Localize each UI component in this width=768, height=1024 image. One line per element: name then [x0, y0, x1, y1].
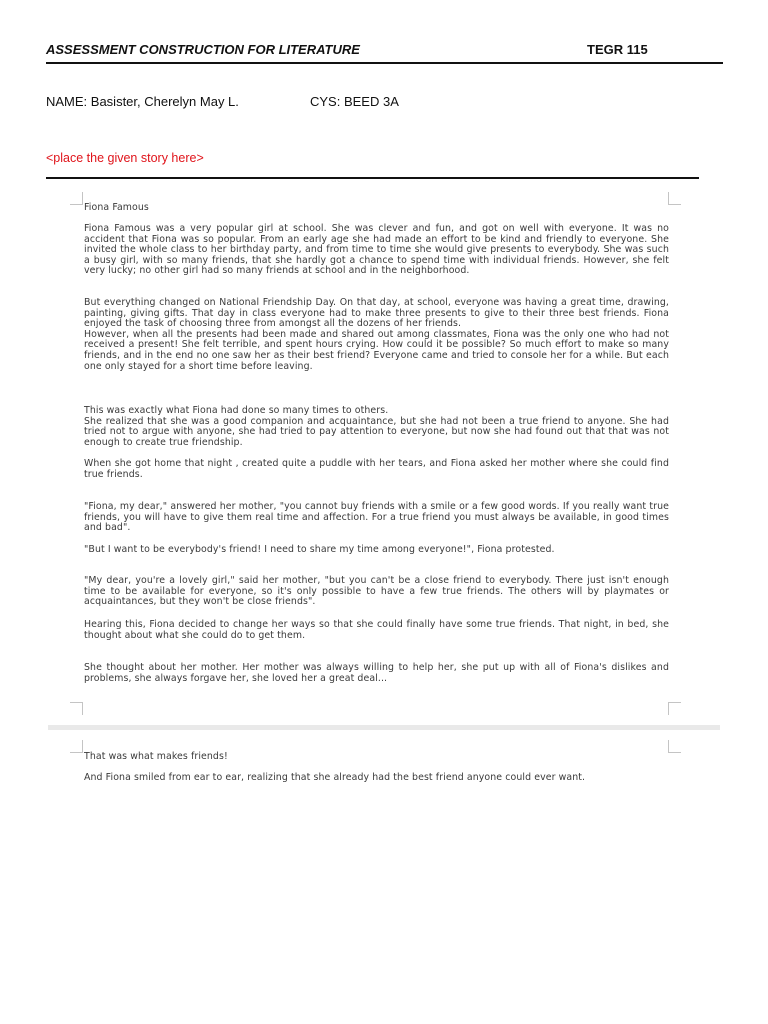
crop-mark-icon — [70, 740, 83, 753]
story-paragraph — [84, 576, 669, 608]
student-name: NAME: Basister, Cherelyn May L. — [46, 94, 239, 109]
paragraph-text: "But I want to be everybody's friend! I need to share my time among everyone!", Fiona protested. — [84, 544, 555, 555]
paragraph-text: When she got home that night , created quite a puddle with her tears, and Fiona asked her mother where she could find true friends. — [84, 458, 669, 480]
page-break-separator — [48, 725, 720, 730]
course-title: ASSESSMENT CONSTRUCTION FOR LITERATURE — [46, 42, 360, 57]
paragraph-text: However, when all the presents had been made and shared out among classmates, Fiona was the only one who had not received a present! She felt terrible, and spent hours crying. How could it be possible? So much effort to make so many friends, and in the end no one saw her as their best friend? Everyone came and tried to console her for a while. But each one only stayed for a short time before leaving. — [84, 328, 669, 372]
story-paragraph — [84, 406, 669, 448]
story-paragraph — [84, 752, 669, 763]
crop-mark-icon — [668, 702, 681, 715]
story-paragraph — [84, 459, 669, 480]
story-paragraph — [84, 620, 669, 641]
divider-line — [46, 177, 699, 179]
student-cys: CYS: BEED 3A — [310, 94, 399, 109]
story-paragraph — [84, 663, 669, 684]
crop-mark-icon — [668, 192, 681, 205]
paragraph-text: She thought about her mother. Her mother was always willing to help her, she put up with all of Fiona's dislikes and problems, she always forgave her, she loved her a great deal... — [84, 662, 669, 684]
paragraph-text: "Fiona, my dear," answered her mother, "you cannot buy friends with a smile or a few good words. If you really want true friends, you will have to give them real time and affection. For a true friend you must always be available, in good times and bad". — [84, 501, 669, 534]
story-paragraph — [84, 773, 669, 784]
story-paragraph — [84, 224, 669, 277]
story-paragraph — [84, 298, 669, 372]
course-code: TEGR 115 — [587, 42, 648, 57]
paragraph-text: And Fiona smiled from ear to ear, realizing that she already had the best friend anyone could ever want. — [84, 772, 586, 783]
paragraph-text: But everything changed on National Friendship Day. On that day, at school, everyone was having a great time, drawing, painting, giving gifts. That day in class everyone had to make three presents to give to their three best friends. Fiona enjoyed the task of choosing three from amongst all the dozens of her friends. — [84, 297, 669, 330]
document-header — [46, 42, 723, 64]
story-paragraph — [84, 502, 669, 534]
story-title: Fiona Famous — [84, 202, 149, 213]
instruction-placeholder: <place the given story here> — [46, 151, 204, 165]
crop-mark-icon — [70, 702, 83, 715]
paragraph-text: She realized that she was a good companion and acquaintance, but she had not been a true friend to anyone. She had tried not to argue with anyone, she had tried to pay attention to everyone, but now she had found out that that was not enough to create true friendship. — [84, 415, 669, 448]
paragraph-text: "My dear, you're a lovely girl," said her mother, "but you can't be a close friend to everybody. There just isn't enough time to be available for everyone, so it's only possible to have a few true friends. The others will by playmates or acquaintances, but they won't be close friends". — [84, 575, 669, 608]
crop-mark-icon — [668, 740, 681, 753]
crop-mark-icon — [70, 192, 83, 205]
paragraph-text: Hearing this, Fiona decided to change her ways so that she could finally have some true friends. That night, in bed, she thought about what she could do to get them. — [84, 619, 669, 641]
paragraph-text: That was what makes friends! — [84, 751, 228, 762]
paragraph-text: This was exactly what Fiona had done so many times to others. — [84, 405, 389, 416]
story-paragraph — [84, 545, 669, 556]
paragraph-text: Fiona Famous was a very popular girl at school. She was clever and fun, and got on well with everyone. It was no accident that Fiona was so popular. From an early age she had made an effort to be kind and friendly to everyone. She invited the whole class to her birthday party, and from time to time she would give presents to everybody. She was such a busy girl, with so many friends, that she hardly got a chance to spend time with individual friends. However, she felt very lucky; no other girl had so many friends at school and in the neighborhood. — [84, 223, 669, 277]
